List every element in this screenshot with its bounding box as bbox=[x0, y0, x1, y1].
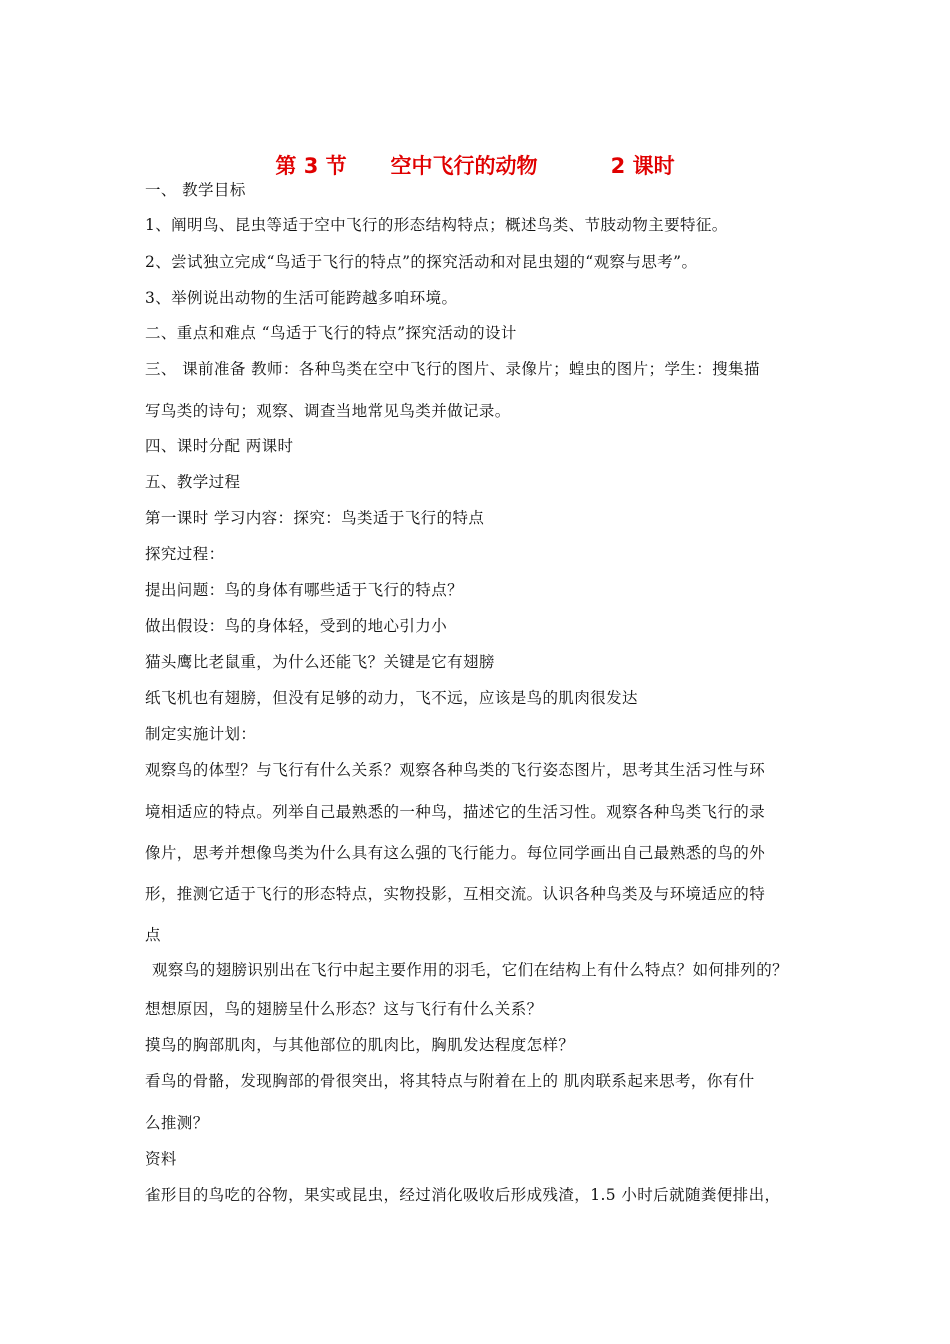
observe-skeleton-line-1: 看鸟的骨骼，发现胸部的骨很突出，将其特点与附着在上的 肌肉联系起来思考，你有什 bbox=[145, 1072, 755, 1090]
hypothesis: 做出假设：鸟的身体轻，受到的地心引力小 bbox=[145, 617, 448, 635]
touch-chest-muscle: 摸鸟的胸部肌肉，与其他部位的肌肉比，胸肌发达程度怎样？ bbox=[145, 1036, 575, 1054]
goal-2: 2、尝试独立完成“鸟适于飞行的特点”的探究活动和对昆虫翅的“观察与思考”。 bbox=[145, 253, 698, 271]
goal-3: 3、举例说出动物的生活可能跨越多咱环境。 bbox=[145, 289, 458, 307]
hypothesis-owl: 猫头鹰比老鼠重，为什么还能飞？关键是它有翅膀 bbox=[145, 653, 495, 671]
plan-paragraph-line-4: 形，推测它适于飞行的形态特点，实物投影，互相交流。认识各种鸟类及与环境适应的特 bbox=[145, 885, 766, 903]
hypothesis-paper-plane: 纸飞机也有翅膀，但没有足够的动力，飞不远，应该是鸟的肌肉很发达 bbox=[145, 689, 638, 707]
plan-paragraph-line-3: 像片，思考并想像鸟类为什么具有这么强的飞行能力。每位同学画出自己最熟悉的鸟的外 bbox=[145, 844, 766, 862]
pose-question: 提出问题：鸟的身体有哪些适于飞行的特点？ bbox=[145, 581, 464, 599]
plan-paragraph-line-1: 观察鸟的体型？与飞行有什么关系？观察各种鸟类的飞行姿态图片，思考其生活习性与环 bbox=[145, 761, 766, 779]
inquiry-process-label: 探究过程： bbox=[145, 545, 225, 563]
think-reason: 想想原因，鸟的翅膀呈什么形态？这与飞行有什么关系？ bbox=[145, 1000, 543, 1018]
plan-paragraph-line-5: 点 bbox=[145, 926, 161, 944]
heading-key-points: 二、重点和难点 “鸟适于飞行的特点”探究活动的设计 bbox=[145, 324, 517, 342]
goal-1: 1、阐明鸟、昆虫等适于空中飞行的形态结构特点；概述鸟类、节肢动物主要特征。 bbox=[145, 216, 728, 234]
observe-wings: 观察鸟的翅膀识别出在飞行中起主要作用的羽毛，它们在结构上有什么特点？如何排列的？ bbox=[152, 961, 789, 979]
heading-process: 五、教学过程 bbox=[145, 473, 241, 491]
title-hours: 2 课时 bbox=[610, 154, 675, 178]
heading-teaching-goals: 一、 教学目标 bbox=[145, 181, 246, 199]
observe-skeleton-line-2: 么推测？ bbox=[145, 1114, 209, 1132]
heading-preparation: 三、 课前准备 教师：各种鸟类在空中飞行的图片、录像片；蝗虫的图片；学生：搜集描 bbox=[145, 360, 760, 378]
preparation-continued: 写鸟类的诗句；观察、调查当地常见鸟类并做记录。 bbox=[145, 402, 511, 420]
material-label: 资料 bbox=[145, 1150, 177, 1168]
title-section: 第 3 节 bbox=[275, 154, 347, 178]
lesson-one-content: 第一课时 学习内容：探究：鸟类适于飞行的特点 bbox=[145, 509, 485, 527]
heading-hours: 四、课时分配 两课时 bbox=[145, 437, 294, 455]
plan-label: 制定实施计划： bbox=[145, 725, 257, 743]
plan-paragraph-line-2: 境相适应的特点。列举自己最熟悉的一种鸟，描述它的生活习性。观察各种鸟类飞行的录 bbox=[145, 803, 766, 821]
page-title bbox=[0, 150, 950, 180]
material-text: 雀形目的鸟吃的谷物，果实或昆虫，经过消化吸收后形成残渣，1.5 小时后就随粪便排出， bbox=[145, 1186, 781, 1204]
title-topic: 空中飞行的动物 bbox=[390, 154, 538, 178]
